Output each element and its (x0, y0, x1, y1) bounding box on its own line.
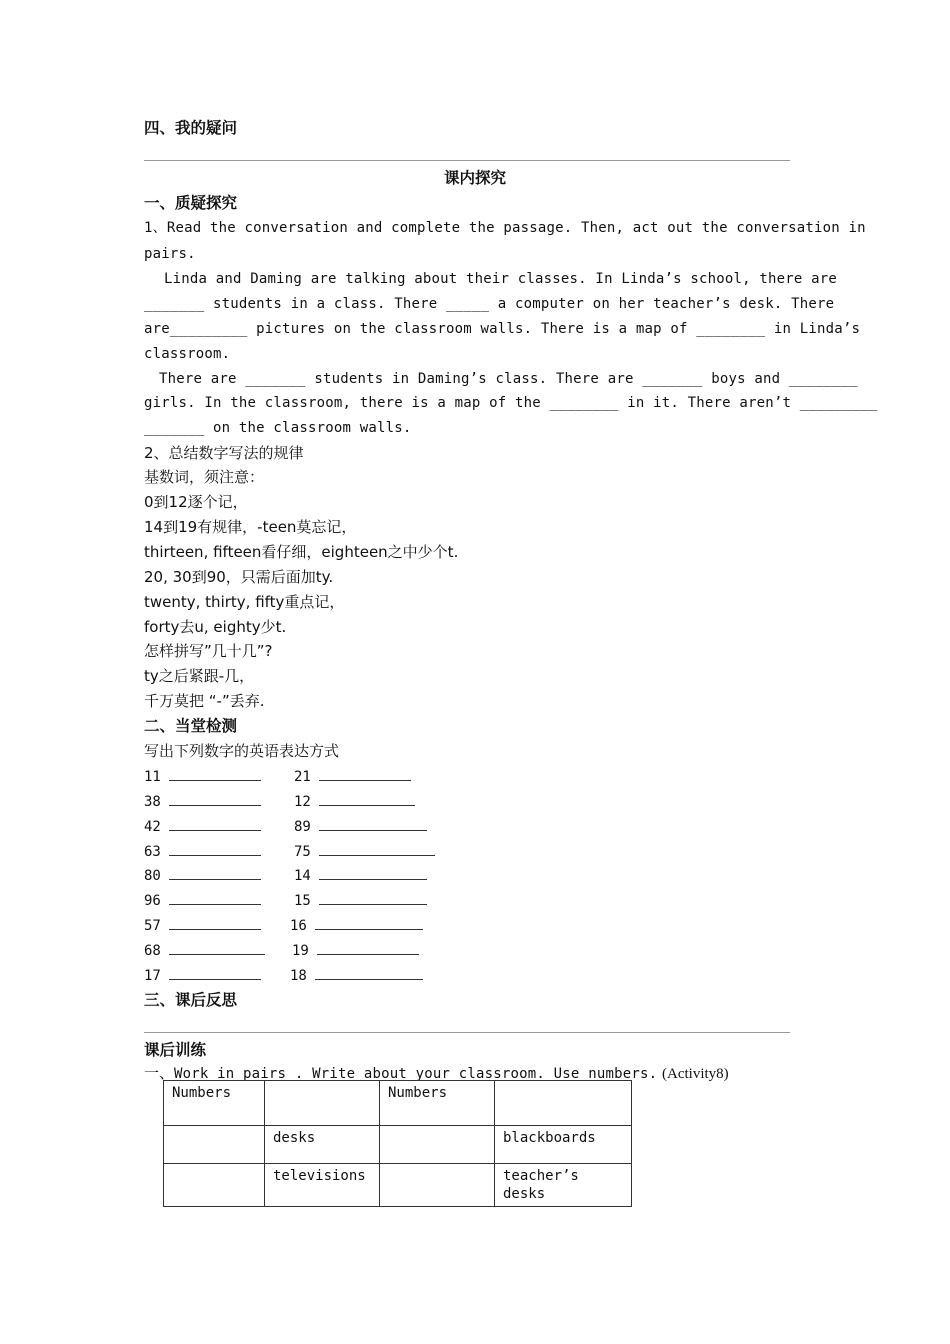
table-cell: desks (265, 1126, 380, 1164)
number-item (144, 941, 265, 961)
answer-blank[interactable] (319, 867, 427, 880)
part-three-title: 三、课后反思 (144, 991, 238, 1009)
table-cell: televisions (265, 1164, 380, 1207)
answer-blank[interactable] (169, 843, 261, 856)
table-cell[interactable] (495, 1081, 632, 1126)
number-label: 14 (294, 868, 311, 884)
rule-line: 20, 30到90，只需后面加ty. (144, 568, 334, 586)
after-class-title: 课后训练 (144, 1041, 207, 1059)
passage2-line1: There are _______ students in Daming’s class. There are _______ boys and ________ (159, 371, 858, 387)
rule-line: thirteen, fifteen看仔细，eighteen之中少个t. (144, 543, 459, 561)
number-label: 21 (294, 769, 311, 785)
number-item (144, 866, 261, 886)
answer-blank[interactable] (319, 768, 411, 781)
number-label: 16 (290, 918, 307, 934)
rule-line: 基数词，须注意： (144, 468, 265, 486)
in-class-title: 课内探究 (443, 169, 506, 187)
table-cell: Numbers (380, 1081, 495, 1126)
answer-blank[interactable] (169, 768, 261, 781)
number-item (144, 966, 261, 986)
number-item (290, 966, 423, 986)
number-item (290, 916, 423, 936)
number-label: 17 (144, 968, 161, 984)
passage2-line2: girls. In the classroom, there is a map of the ________ in it. There aren’t _________ (144, 395, 878, 411)
table-cell[interactable] (380, 1164, 495, 1207)
table-row (164, 1081, 632, 1126)
table-cell[interactable] (164, 1126, 265, 1164)
table-cell: Numbers (164, 1081, 265, 1126)
number-label: 12 (294, 794, 311, 810)
number-label: 89 (294, 819, 311, 835)
rule-line: ty之后紧跟-几， (144, 667, 255, 685)
number-label: 42 (144, 819, 161, 835)
number-label: 96 (144, 893, 161, 909)
answer-blank[interactable] (315, 967, 423, 980)
answer-line-divider (144, 160, 790, 161)
answer-blank[interactable] (169, 793, 261, 806)
answer-blank[interactable] (319, 892, 427, 905)
table-row (164, 1164, 632, 1207)
rule-line: twenty, thirty, fifty重点记， (144, 593, 345, 611)
rule-line: forty去u, eighty少t. (144, 618, 287, 636)
number-label: 75 (294, 844, 311, 860)
answer-blank[interactable] (169, 942, 265, 955)
number-label: 68 (144, 943, 161, 959)
number-item (294, 891, 427, 911)
answer-blank[interactable] (319, 793, 415, 806)
part-one-title: 一、质疑探究 (144, 194, 238, 212)
number-label: 11 (144, 769, 161, 785)
number-item (294, 842, 435, 862)
table-cell: teacher’s desks (495, 1164, 632, 1207)
answer-blank[interactable] (315, 917, 423, 930)
number-item (144, 891, 261, 911)
number-item (144, 767, 261, 787)
task2-title: 2、总结数字写法的规律 (144, 444, 304, 462)
task-text: Work in pairs . Write about your classroom. Use numbers. (174, 1066, 658, 1082)
rule-line: 14到19有规律，-teen莫忘记， (144, 518, 357, 536)
answer-blank[interactable] (169, 818, 261, 831)
answer-blank[interactable] (319, 843, 435, 856)
number-item (144, 916, 261, 936)
table-cell[interactable] (164, 1164, 265, 1207)
table-cell: blackboards (495, 1126, 632, 1164)
task1-line2: pairs. (144, 246, 196, 262)
rule-line: 千万莫把 “-”丢弃. (144, 692, 265, 710)
passage1-line3: are_________ pictures on the classroom walls. There is a map of ________ in Linda’s (144, 321, 861, 337)
number-item (144, 817, 261, 837)
answer-line-divider (144, 1032, 790, 1033)
number-label: 18 (290, 968, 307, 984)
passage1-line4: classroom. (144, 346, 231, 362)
number-item (144, 792, 261, 812)
answer-blank[interactable] (317, 942, 419, 955)
number-item (294, 817, 427, 837)
number-label: 15 (294, 893, 311, 909)
answer-blank[interactable] (169, 892, 261, 905)
number-label: 80 (144, 868, 161, 884)
passage2-line3: _______ on the classroom walls. (144, 420, 412, 436)
number-item (294, 792, 415, 812)
passage1-line1: Linda and Daming are talking about their classes. In Linda’s school, there are (164, 271, 838, 287)
number-item (294, 767, 411, 787)
part-two-instruction: 写出下列数字的英语表达方式 (144, 742, 340, 760)
answer-blank[interactable] (169, 967, 261, 980)
table-row (164, 1126, 632, 1164)
number-label: 57 (144, 918, 161, 934)
answer-blank[interactable] (319, 818, 427, 831)
number-label: 19 (292, 943, 309, 959)
passage1-line2: _______ students in a class. There _____ a computer on her teacher’s desk. There (144, 296, 835, 312)
number-item (292, 941, 419, 961)
task1-line1: 1、Read the conversation and complete the passage. Then, act out the conversation in (144, 220, 866, 236)
section-four-title: 四、我的疑问 (144, 119, 238, 137)
answer-blank[interactable] (169, 917, 261, 930)
number-label: 63 (144, 844, 161, 860)
number-label: 38 (144, 794, 161, 810)
answer-blank[interactable] (169, 867, 261, 880)
task-reference: (Activity8) (662, 1066, 729, 1082)
number-item (294, 866, 427, 886)
table-cell[interactable] (380, 1126, 495, 1164)
part-two-title: 二、当堂检测 (144, 717, 238, 735)
classroom-numbers-table (163, 1080, 632, 1207)
rule-line: 0到12逐个记， (144, 493, 248, 511)
number-item (144, 842, 261, 862)
table-cell[interactable] (265, 1081, 380, 1126)
rule-line: 怎样拼写”几十几”? (144, 642, 273, 660)
task-prefix: 一、 (144, 1064, 175, 1082)
